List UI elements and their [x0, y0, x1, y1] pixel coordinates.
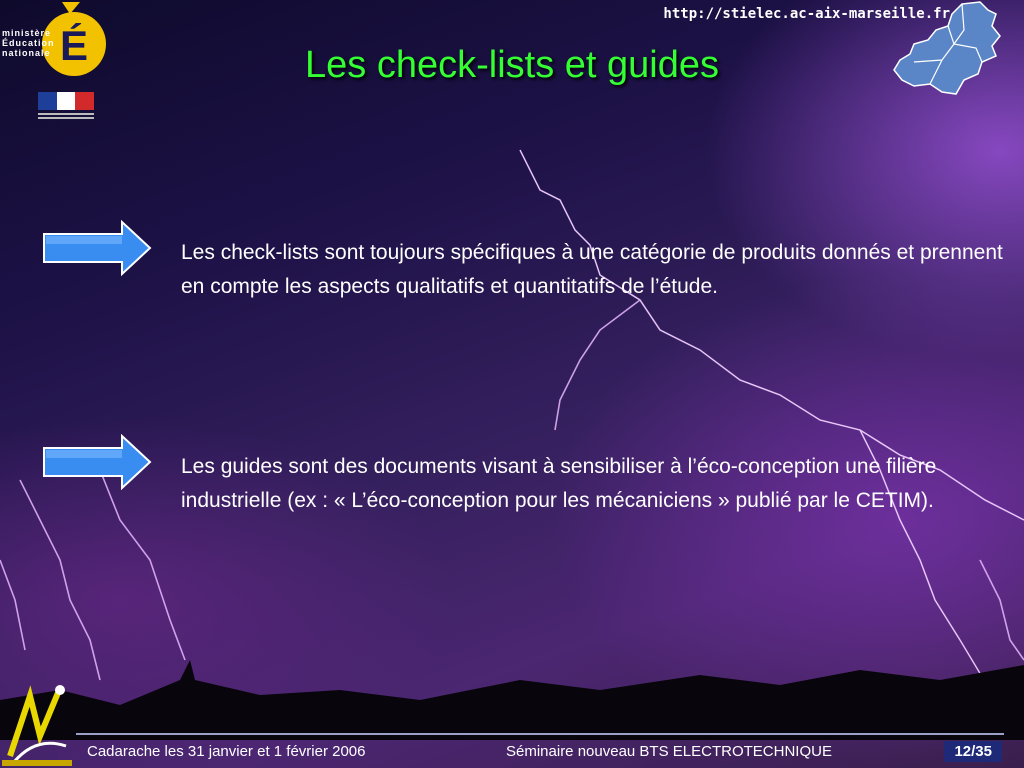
paragraph-guides: Les guides sont des documents visant à sensibiliser à l’éco-conception une filière industrielle (ex : « L’éco-conception pour les mécaniciens » publié par le CETIM).	[181, 455, 937, 512]
ministere-line-3: nationale	[2, 48, 51, 58]
ministere-line-1: ministère	[2, 28, 52, 38]
svg-text:É: É	[59, 22, 89, 69]
footer-divider	[76, 733, 1004, 735]
footer-center-text: Séminaire nouveau BTS ELECTROTECHNIQUE	[506, 743, 832, 760]
arrow-right-icon	[42, 434, 152, 490]
ministere-line-2: Éducation	[2, 38, 55, 48]
page-number: 12/35	[944, 741, 1002, 762]
footer-left-text: Cadarache les 31 janvier et 1 février 2006	[87, 743, 366, 760]
site-url: http://stielec.ac-aix-marseille.fr	[663, 6, 950, 22]
academie-logo	[0, 676, 74, 768]
paragraph-checklists: Les check-lists sont toujours spécifiques à une catégorie de produits donnés et prennent en compte les aspects qualitatifs et quantitatifs de l’étude.	[181, 241, 1003, 298]
ground-silhouette	[0, 620, 1024, 740]
slide-title: Les check-lists et guides	[305, 44, 719, 86]
arrow-right-icon	[42, 220, 152, 276]
